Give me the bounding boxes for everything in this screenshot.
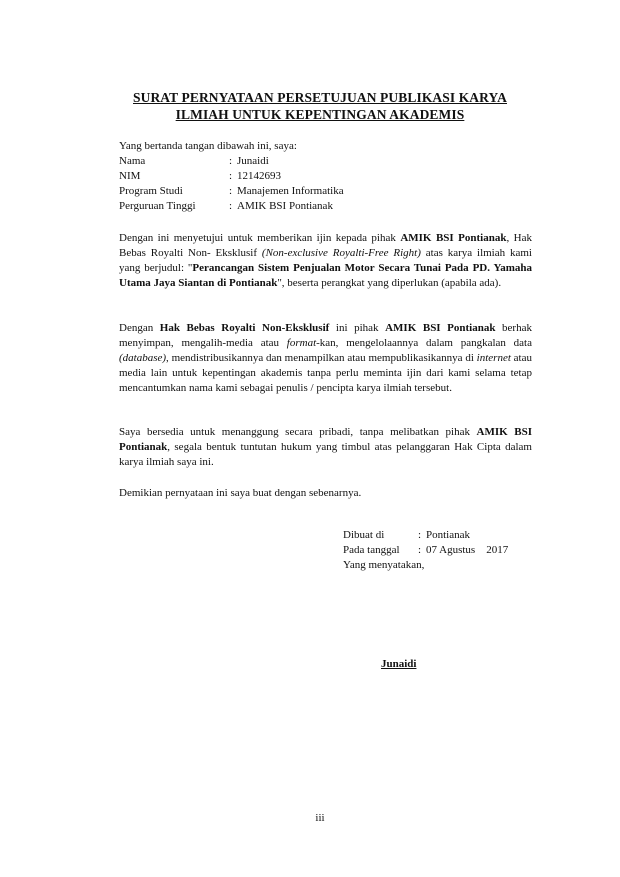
identity-sep: : xyxy=(229,170,233,182)
italic-run: internet xyxy=(476,352,511,364)
text-run: , segala bentuk tuntutan hukum yang timbul atas pelanggaran Hak Cipta dalam karya ilmiah saya ini. xyxy=(119,441,532,468)
place-value: Pontianak xyxy=(426,529,470,541)
identity-table xyxy=(119,154,344,214)
document-title xyxy=(100,89,540,123)
identity-value: Manajemen Informatika xyxy=(237,185,344,197)
page-number: iii xyxy=(315,812,325,824)
identity-row-name xyxy=(119,154,344,169)
identity-value: Junaidi xyxy=(237,155,269,167)
place-sep: : xyxy=(418,529,422,541)
text-run: -kan, mengelolaannya dalam pangkalan data xyxy=(316,337,532,349)
identity-sep: : xyxy=(229,185,233,197)
bold-run: AMIK BSI Pontianak xyxy=(400,232,507,244)
title-line-1: SURAT PERNYATAAN PERSETUJUAN PUBLIKASI KARYA xyxy=(133,90,507,105)
title-line-2: ILMIAH UNTUK KEPENTINGAN AKADEMIS xyxy=(175,107,465,122)
sign-date-row xyxy=(343,543,508,558)
intro-text: Yang bertanda tangan dibawah ini, saya: xyxy=(119,140,297,152)
text-run: ", beserta perangkat yang diperlukan (apabila ada). xyxy=(277,277,502,289)
paragraph-closing: Demikian pernyataan ini saya buat dengan sebenarnya. xyxy=(119,487,362,499)
text-run: atas karya ilmiah kami yang berjudul: " xyxy=(119,247,532,274)
sign-closing: Yang menyatakan, xyxy=(343,559,425,571)
text-run: atau media lain untuk kepentingan akademis tanpa perlu meminta ijin dari kami selama tetap mencantumkan nama kami sebagai penulis / pencipta karya ilmiah tersebut. xyxy=(119,352,532,394)
text-run: Saya bersedia untuk menanggung secara pribadi, tanpa melibatkan pihak xyxy=(119,426,477,438)
bold-run: Hak Bebas Royalti Non-Eksklusif xyxy=(159,322,330,334)
bold-run: AMIK BSI Pontianak xyxy=(119,426,532,453)
text-run: berhak menyimpan, mengalih-media atau xyxy=(119,322,532,349)
text-run: Dengan xyxy=(119,322,160,334)
identity-sep: : xyxy=(229,200,233,212)
text-run: Dengan ini menyetujui untuk memberikan ijin kepada pihak xyxy=(119,232,401,244)
signer-name: Junaidi xyxy=(381,658,417,670)
date-label: Pada tanggal xyxy=(343,544,400,556)
text-run: , Hak Bebas Royalti Non- Eksklusif xyxy=(119,232,532,259)
paragraph-rights xyxy=(119,321,532,396)
bold-run: AMIK BSI Pontianak xyxy=(385,322,496,334)
text-run: , mendistribusikannya dan menampilkan atau mempublikasikannya di xyxy=(166,352,477,364)
identity-row-institution xyxy=(119,199,344,214)
italic-run: (Non-exclusive Royalti-Free Right) xyxy=(261,247,421,259)
identity-label: Perguruan Tinggi xyxy=(119,200,196,212)
paragraph-consent xyxy=(119,231,532,291)
thesis-title: Perancangan Sistem Penjualan Motor Secara Tunai Pada PD. Yamaha Utama Jaya Siantan di Pontianak xyxy=(119,262,532,289)
identity-row-program xyxy=(119,184,344,199)
identity-value: 12142693 xyxy=(237,170,281,182)
text-run: ini pihak xyxy=(329,322,386,334)
signature-block xyxy=(343,528,508,573)
identity-label: Nama xyxy=(119,155,146,167)
identity-row-nim xyxy=(119,169,344,184)
identity-value: AMIK BSI Pontianak xyxy=(237,200,333,212)
paragraph-liability xyxy=(119,425,532,470)
place-label: Dibuat di xyxy=(343,529,385,541)
italic-run: (database) xyxy=(119,352,167,364)
italic-run: format xyxy=(286,337,317,349)
sign-place-row xyxy=(343,528,508,543)
identity-sep: : xyxy=(229,155,233,167)
date-value: 07 Agustus 2017 xyxy=(426,544,509,556)
identity-label: NIM xyxy=(119,170,141,182)
date-sep: : xyxy=(418,544,422,556)
identity-label: Program Studi xyxy=(119,185,183,197)
